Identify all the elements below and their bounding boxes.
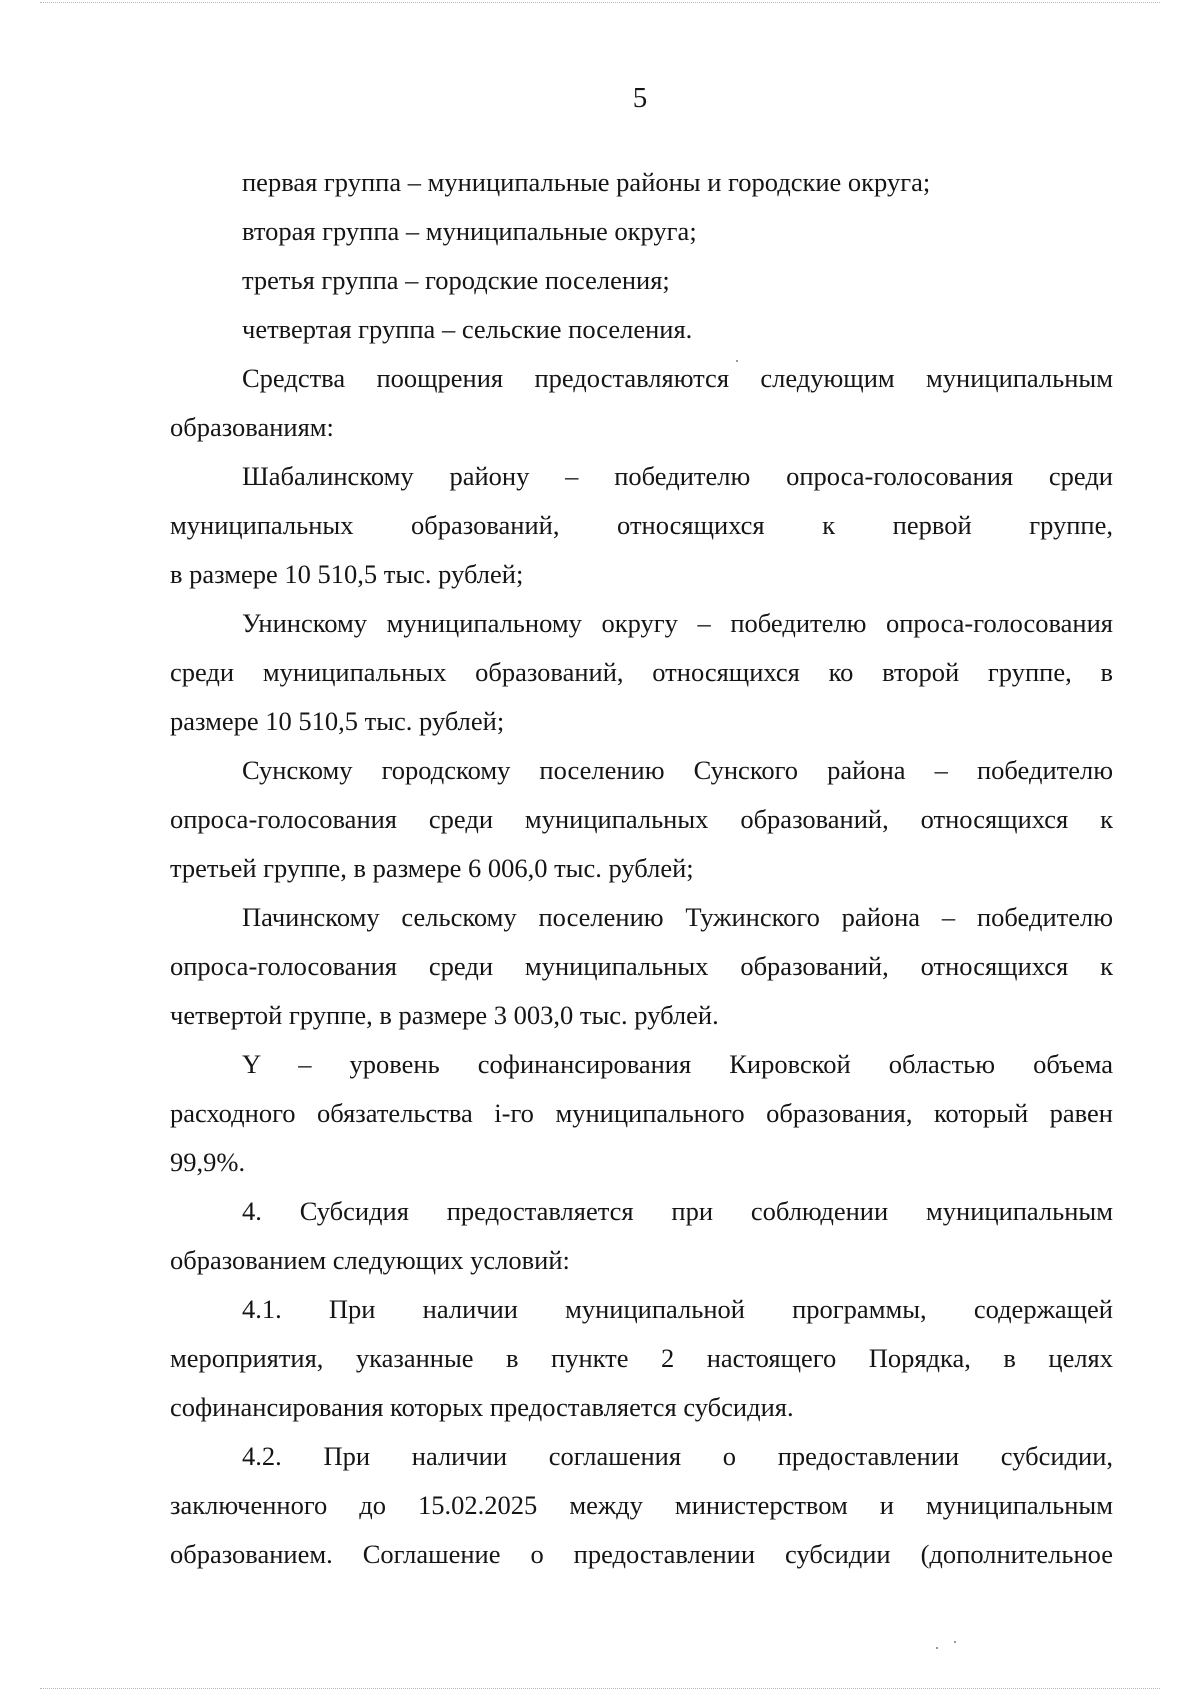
paragraph-shabalinsky-line-1: Шабалинскому району – победителю опроса-голосования среди bbox=[242, 461, 1113, 491]
paragraph-uninsky-line-3: размере 10 510,5 тыс. рублей; bbox=[170, 706, 505, 736]
paragraph-group-2: вторая группа – муниципальные округа; bbox=[242, 216, 697, 246]
paragraph-uninsky-line-2: среди муниципальных образований, относящихся ко второй группе, в bbox=[170, 657, 1113, 687]
paragraph-4-1-line-1: 4.1. При наличии муниципальной программы, содержащей bbox=[242, 1294, 1113, 1324]
paragraph-pachinsky-line-3: четвертой группе, в размере 3 003,0 тыс. рублей. bbox=[170, 1000, 719, 1030]
paragraph-uninsky-line-1: Унинскому муниципальному округу – победителю опроса-голосования bbox=[242, 608, 1113, 638]
paragraph-y-line-1: Y – уровень софинансирования Кировской областью объема bbox=[242, 1049, 1113, 1079]
paragraph-pachinsky-line-1: Пачинскому сельскому поселению Тужинского района – победителю bbox=[242, 902, 1113, 932]
paragraph-sunsky-line-2: опроса-голосования среди муниципальных образований, относящихся к bbox=[170, 804, 1113, 834]
scan-edge-bottom bbox=[40, 1688, 1160, 1690]
paragraph-4-2-line-1: 4.2. При наличии соглашения о предоставлении субсидии, bbox=[242, 1441, 1113, 1471]
paragraph-sunsky-line-3: третьей группе, в размере 6 006,0 тыс. рублей; bbox=[170, 853, 694, 883]
scan-edge-top bbox=[40, 2, 1160, 4]
paragraph-4-1-line-2: мероприятия, указанные в пункте 2 настоящего Порядка, в целях bbox=[170, 1343, 1113, 1373]
paragraph-group-4: четвертая группа – сельские поселения. bbox=[242, 314, 693, 344]
paragraph-4-line-1: 4. Субсидия предоставляется при соблюдении муниципальным bbox=[242, 1196, 1113, 1226]
page-number: 5 bbox=[632, 82, 648, 114]
paragraph-group-3: третья группа – городские поселения; bbox=[242, 265, 670, 295]
paragraph-funds-line-2: образованиям: bbox=[170, 412, 334, 442]
scan-speck bbox=[954, 1641, 956, 1643]
paragraph-shabalinsky-line-2: муниципальных образований, относящихся к первой группе, bbox=[170, 510, 1113, 540]
paragraph-pachinsky-line-2: опроса-голосования среди муниципальных образований, относящихся к bbox=[170, 951, 1113, 981]
paragraph-4-1-line-3: софинансирования которых предоставляется субсидия. bbox=[170, 1392, 794, 1422]
paragraph-y-line-3: 99,9%. bbox=[170, 1147, 246, 1177]
paragraph-funds-line-1: Средства поощрения предоставляются следующим муниципальным bbox=[242, 363, 1113, 393]
document-body bbox=[170, 158, 1113, 1579]
paragraph-4-2-line-2: заключенного до 15.02.2025 между министерством и муниципальным bbox=[170, 1490, 1113, 1520]
paragraph-4-2-line-3: образованием. Соглашение о предоставлении субсидии (дополнительное bbox=[170, 1539, 1113, 1569]
scan-speck bbox=[736, 360, 738, 362]
scan-speck bbox=[936, 1647, 938, 1649]
paragraph-4-line-2: образованием следующих условий: bbox=[170, 1245, 570, 1275]
paragraph-shabalinsky-line-3: в размере 10 510,5 тыс. рублей; bbox=[170, 559, 524, 589]
paragraph-y-line-2: расходного обязательства i-го муниципального образования, который равен bbox=[170, 1098, 1113, 1128]
paragraph-sunsky-line-1: Сунскому городскому поселению Сунского района – победителю bbox=[242, 755, 1113, 785]
paragraph-group-1: первая группа – муниципальные районы и городские округа; bbox=[242, 167, 931, 197]
